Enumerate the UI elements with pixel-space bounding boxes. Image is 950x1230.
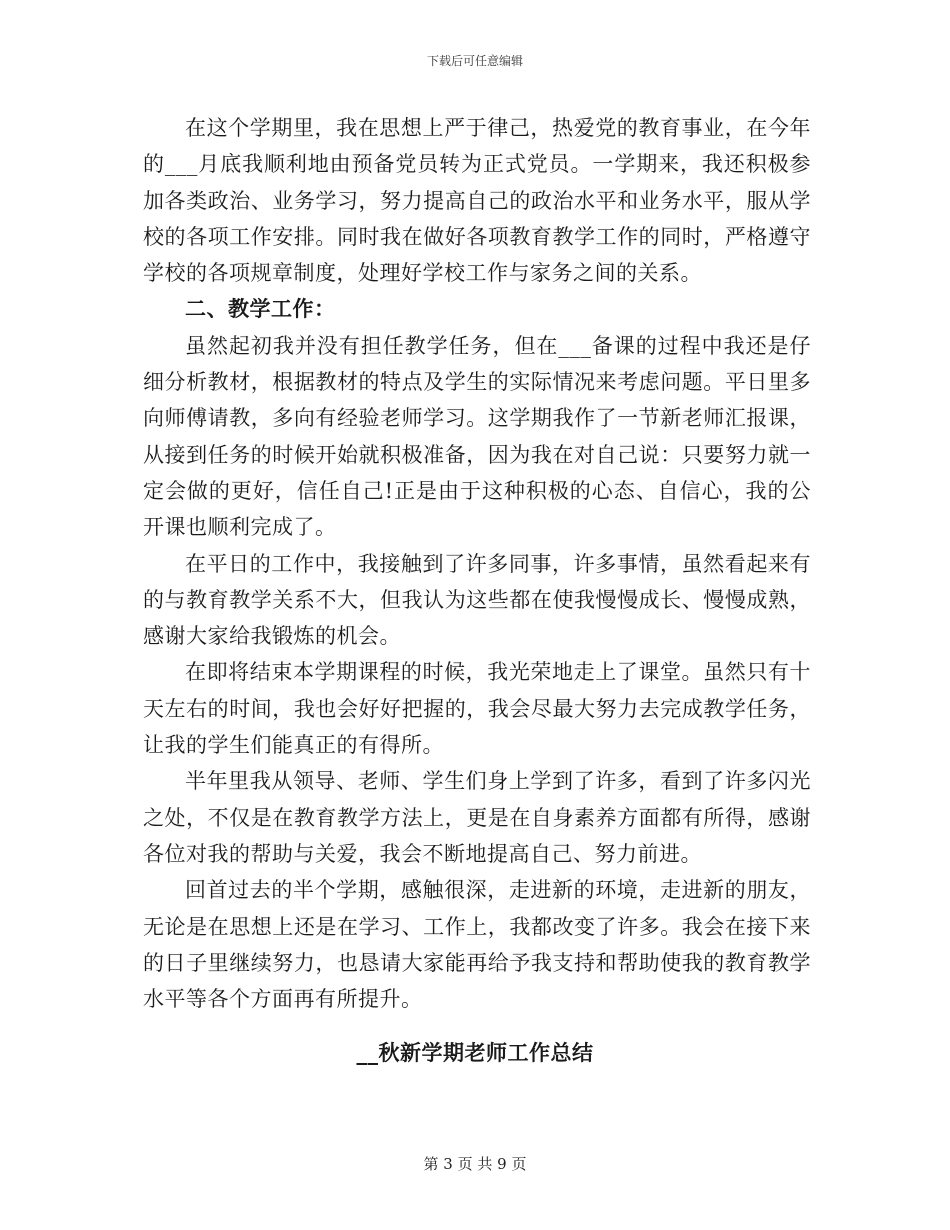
next-article-title: __秋新学期老师工作总结 xyxy=(356,1040,594,1065)
document-body xyxy=(143,110,811,1017)
section-heading-teaching: 二、教学工作： xyxy=(185,296,336,322)
paragraph-ideology: 在这个学期里，我在思想上严于律己，热爱党的教育事业，在今年的___月底我顺利地由预备党员转为正式党员。一学期来，我还积极参加各类政治、业务学习，努力提高自己的政治水平和业务水平，服从学校的各项工作安排。同时我在做好各项教育教学工作的同时，严格遵守学校的各项规章制度，处理好学校工作与家务之间的关系。 xyxy=(143,116,811,286)
paragraph-daily-work: 在平日的工作中，我接触到了许多同事，许多事情，虽然看起来有的与教育教学关系不大，但我认为这些都在使我慢慢成长、慢慢成熟，感谢大家给我锻炼的机会。 xyxy=(143,551,811,649)
paragraph-learning: 半年里我从领导、老师、学生们身上学到了许多，看到了许多闪光之处，不仅是在教育教学方法上，更是在自身素养方面都有所得，感谢各位对我的帮助与关爱，我会不断地提高自己、努力前进。 xyxy=(143,769,811,866)
page-header: 下载后可任意编辑 xyxy=(426,54,523,68)
paragraph-classroom: 在即将结束本学期课程的时候，我光荣地走上了课堂。虽然只有十天左右的时间，我也会好好把握的，我会尽最大努力去完成教学任务，让我的学生们能真正的有得所。 xyxy=(143,660,811,758)
paragraph-teaching: 虽然起初我并没有担任教学任务，但在___备课的过程中我还是仔细分析教材，根据教材的特点及学生的实际情况来考虑问题。平日里多向师傅请教，多向有经验老师学习。这学期我作了一节新老师汇报课，从接到任务的时候开始就积极准备，因为我在对自己说：只要努力就一定会做的更好，信任自己!正是由于这种积极的心态、自信心，我的公开课也顺利完成了。 xyxy=(143,333,811,540)
page-footer: 第 3 页 共 9 页 xyxy=(423,1155,527,1173)
paragraph-review: 回首过去的半个学期，感触很深，走进新的环境，走进新的朋友，无论是在思想上还是在学习、工作上，我都改变了许多。我会在接下来的日子里继续努力，也恳请大家能再给予我支持和帮助使我的教育教学水平等各个方面再有所提升。 xyxy=(143,878,811,1012)
